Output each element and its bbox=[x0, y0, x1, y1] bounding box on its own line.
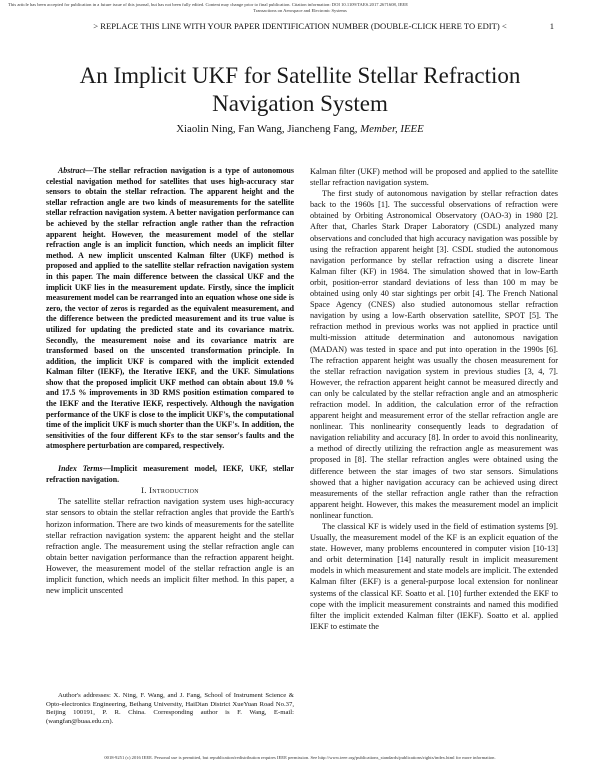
notice-line-2: Transactions on Aerospace and Electronic Systems bbox=[253, 8, 347, 13]
section-heading-introduction bbox=[46, 485, 294, 496]
section-title: Introduction bbox=[149, 485, 199, 496]
index-terms bbox=[46, 464, 294, 485]
intro-paragraph: The satellite stellar refraction navigation system uses high-accuracy star sensors to obtain the stellar refraction angles that provide the Earth's horizon information. There are two kinds of measurements for the satellite stellar refraction navigation system: the apparent height and the stellar refraction angle. The measurement using the stellar refraction angle can obtain better navigation performance than the refraction apparent height. However, the measurement model of the stellar refraction angle is an implicit function, which needs an implicit filter method. In this paper, a new implicit unscented bbox=[46, 497, 294, 596]
body-paragraph-1: Kalman filter (UKF) method will be proposed and applied to the satellite stellar refraction navigation system. bbox=[310, 167, 558, 188]
index-terms-text: —Implicit measurement model, IEKF, UKF, stellar refraction navigation. bbox=[46, 464, 294, 484]
author-names: Xiaolin Ning, Fan Wang, Jiancheng Fang, bbox=[176, 123, 361, 135]
copyright-footer: 0018-9251 (c) 2016 IEEE. Personal use is permitted, but republication/redistribution requires IEEE permission. See http://www.ieee.org/publications_standards/publications/rights/index.html for more information. bbox=[104, 755, 496, 760]
abstract-text: —The stellar refraction navigation is a type of autonomous celestial navigation method for satellites that uses high-accuracy star sensors to obtain the stellar refraction. The apparent height and the stellar refraction angle are two kinds of measurements for the satellite stellar refraction navigation system. A better navigation performance can be achieved by the stellar refraction angle rather than the refraction apparent height. However, the measurement model of the stellar refraction angle is an implicit function, which needs an implicit filter method. A new implicit unscented Kalman filter (UKF) method is proposed and applied to the satellite stellar refraction navigation system in this paper. The main difference between the classical UKF and the implicit UKF lies in the measurement update. Firstly, since the implicit measurement model can be rearranged into an equation whose one side is zero, the vector of zeros is regarded as the equivalent measurement, and the difference between the predicted measurement and its true value is utilized for updating the predicted state and its covariance matrix. Secondly, the measurement noise and its covariance matrix are transformed based on the unscented transformation principle. In addition, the implicit UKF is compared with the implicit extended Kalman filter (IEKF), the Iterative IEKF, and the UKF. Simulations show that the proposed implicit UKF method can obtain about 19.0 % and 17.5 % improvements in 3D RMS position estimation compared to the IEKF and the Iterative IEKF, respectively. Although the navigation performance of the UKF is close to the implicit UKF's, the computational time of the implicit UKF is much shorter than the UKF's. In addition, the sensitivities of the four different KFs to the star sensor's faults and the atmosphere perturbation are compared, respectively. bbox=[46, 166, 294, 451]
paper-title: An Implicit UKF for Satellite Stellar Refraction Navigation System bbox=[79, 63, 521, 116]
left-column bbox=[46, 166, 294, 596]
header-identification: > REPLACE THIS LINE WITH YOUR PAPER IDENTIFICATION NUMBER (DOUBLE-CLICK HERE TO EDIT) < bbox=[93, 21, 507, 31]
author-affiliation-footnote: Author's addresses: X. Ning, F. Wang, and J. Fang, School of Instrument Science & Opto-electronics Engineering, Beihang University, HaiDian District XueYuan Road No.37, Beijing 100191, P. R. China. Corresponding author is F. Wang, E-mail: (wangfan@buaa.edu.cn). bbox=[46, 692, 294, 725]
abstract bbox=[46, 166, 294, 452]
right-column bbox=[310, 166, 558, 632]
section-number: I. bbox=[141, 485, 147, 496]
notice-line-1: This article has been accepted for publication in a future issue of this journal, but has not been fully edited. Content may change prior to final publication. Citation information: DOI 10.1109/TAES.2017.2671608, IEEE bbox=[8, 2, 409, 7]
author-line bbox=[40, 123, 560, 135]
abstract-label: Abstract bbox=[58, 166, 86, 175]
page-number: 1 bbox=[549, 21, 554, 31]
publication-notice bbox=[8, 2, 592, 14]
running-header bbox=[46, 21, 554, 33]
body-paragraph-2: The first study of autonomous navigation by stellar refraction dates back to the 1960s [1]. The successful observations of refraction were obtained by Orbiting Astronomical Observatory (OAO-3) in 1980 [2]. After that, Charles Stark Draper Laboratory (CSDL) analyzed many observations and concluded that high accuracy navigation was possible by using the refraction apparent height [3]. CSDL studied the autonomous navigation performance by stellar refraction using a discrete linear Kalman filter (KF) in 1984. The simulation showed that in low-Earth orbit, position-error standard deviations of less than 100 m may be obtained using only 40 star sightings per orbit [4]. The French National Space Agency (CNES) also studied autonomous stellar refraction navigation by using a low-Earth observation satellite, SPOT [5]. The refraction method in previous works was not applied in practice until multi-mission attitude determination and autonomous navigation (MADAN) was tested in space and put into operation in the 1990s [6]. The refraction apparent height was usually the chosen measurement for the stellar refraction navigation system in previous studies [3, 4, 7]. However, the refraction apparent height cannot be measured directly and can only be calculated by the stellar refraction angle and an atmospheric refraction model. In addition, the calculation error of the refraction apparent height and measurement error of the stellar refraction angle are nonlinear. This nonlinearity consequently leads to degradation of navigation reliability and accuracy [8]. In order to avoid this nonlinearity, a method of directly utilizing the refraction angle as measurement was proposed in [8]. The stellar refraction angles were obtained using the difference between the star images of two star sensors. Simulations showed that a higher navigation accuracy can be achieved using direct measurements of the stellar refraction angle rather than the refraction apparent height. However, this makes the measurement model an implicit nonlinear function. bbox=[310, 189, 558, 520]
index-terms-label: Index Terms bbox=[58, 464, 103, 474]
member-designation: Member, IEEE bbox=[360, 123, 424, 135]
body-paragraph-3: The classical KF is widely used in the field of estimation systems [9]. Usually, the measurement model of the KF is an explicit equation of the state. However, many problems encountered in computer vision [10-13] and orbit determination [14] naturally result in implicit measurement models in which measurement and state models are implicit. The extended Kalman filter (EKF) is a general-purpose local extension for nonlinear systems of the classical KF. Soatto et al. [10] further extended the EKF to cope with the implicit measurement constraints and named this modified filter the implicit extended Kalman filter (IEKF). Soatto et al. applied IEKF to estimate the bbox=[310, 522, 558, 631]
